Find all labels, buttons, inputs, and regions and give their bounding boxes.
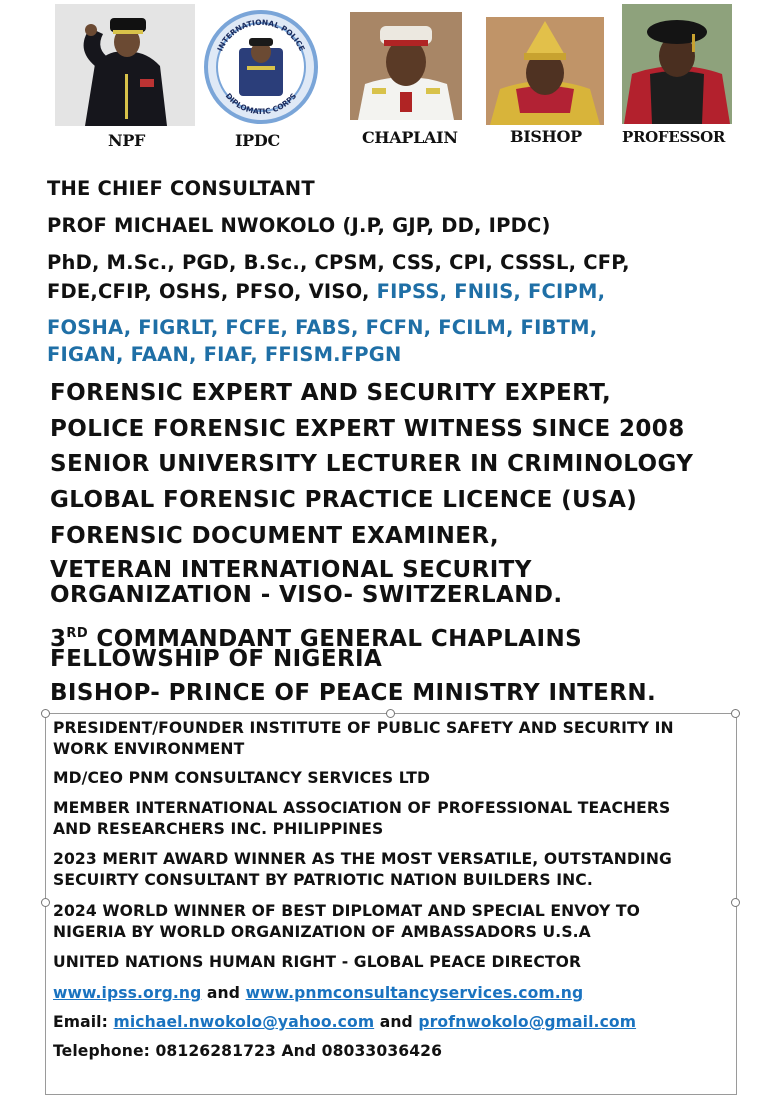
telephone-line bbox=[53, 1041, 442, 1062]
detail-diplomat-award-line-2: NIGERIA BY WORLD ORGANIZATION OF AMBASSADORS U.S.A bbox=[53, 923, 591, 941]
email-line bbox=[53, 1012, 636, 1033]
title-university-lecturer: SENIOR UNIVERSITY LECTURER IN CRIMINOLOGY bbox=[50, 451, 694, 477]
detail-merit-award-line-2: SECUIRTY CONSULTANT BY PATRIOTIC NATION BUILDERS INC. bbox=[53, 871, 593, 889]
title-document-examiner: FORENSIC DOCUMENT EXAMINER, bbox=[50, 523, 500, 549]
international-police-diplomatic-corps-seal bbox=[197, 10, 325, 125]
detail-member-line-1: MEMBER INTERNATIONAL ASSOCIATION OF PROFESSIONAL TEACHERS bbox=[53, 799, 671, 817]
detail-merit-award-line-1: 2023 MERIT AWARD WINNER AS THE MOST VERSATILE, OUTSTANDING bbox=[53, 850, 672, 868]
title-viso-line-1: VETERAN INTERNATIONAL SECURITY bbox=[50, 557, 532, 583]
bishop-photo bbox=[486, 17, 604, 125]
box-handle-top-left[interactable] bbox=[41, 709, 50, 718]
title-commandant-line-2: FELLOWSHIP OF NIGERIA bbox=[50, 646, 383, 672]
title-bishop: BISHOP- PRINCE OF PEACE MINISTRY INTERN. bbox=[50, 680, 657, 706]
consultant-name: PROF MICHAEL NWOKOLO (J.P, GJP, DD, IPDC) bbox=[47, 214, 551, 237]
chaplain-caption: CHAPLAIN bbox=[362, 128, 458, 147]
title-forensic-licence: GLOBAL FORENSIC PRACTICE LICENCE (USA) bbox=[50, 487, 638, 513]
npf-photo bbox=[55, 4, 195, 126]
svg-text:DIPLOMATIC CORPS: DIPLOMATIC CORPS bbox=[223, 91, 299, 117]
website-link-pnm[interactable]: www.pnmconsultancyservices.com.ng bbox=[245, 984, 584, 1002]
npf-caption: NPF bbox=[108, 131, 146, 150]
box-handle-middle-right[interactable] bbox=[731, 898, 740, 907]
qualifications-line-2-black: FDE,CFIP, OSHS, PFSO, VISO, bbox=[47, 280, 377, 303]
detail-president-line-1: PRESIDENT/FOUNDER INSTITUTE OF PUBLIC SAFETY AND SECURITY IN bbox=[53, 719, 674, 737]
police-officer-saluting-photo bbox=[55, 4, 195, 126]
qualifications-line-2 bbox=[47, 280, 605, 304]
detail-member-line-2: AND RESEARCHERS INC. PHILIPPINES bbox=[53, 820, 384, 838]
svg-text:INTERNATIONAL POLICE: INTERNATIONAL POLICE bbox=[215, 17, 307, 53]
qualifications-line-1: PhD, M.Sc., PGD, B.Sc., CPSM, CSS, CPI, CSSSL, CFP, bbox=[47, 251, 630, 274]
professor-photo bbox=[622, 4, 732, 124]
title-forensic-security-expert: FORENSIC EXPERT AND SECURITY EXPERT, bbox=[50, 380, 612, 406]
detail-md-ceo: MD/CEO PNM CONSULTANCY SERVICES LTD bbox=[53, 769, 431, 787]
photo-strip bbox=[0, 0, 769, 160]
professor-caption: PROFESSOR bbox=[622, 128, 726, 146]
ordinal-number: 3 bbox=[50, 626, 67, 652]
box-handle-middle-left[interactable] bbox=[41, 898, 50, 907]
detail-un-director: UNITED NATIONS HUMAN RIGHT - GLOBAL PEACE DIRECTOR bbox=[53, 953, 582, 971]
chief-consultant-title: THE CHIEF CONSULTANT bbox=[47, 177, 315, 200]
email-label: Email: bbox=[53, 1013, 114, 1031]
chaplain-uniform-portrait bbox=[350, 12, 462, 120]
title-viso-line-2: ORGANIZATION - VISO- SWITZERLAND. bbox=[50, 582, 563, 608]
box-handle-top-right[interactable] bbox=[731, 709, 740, 718]
professor-academic-gown-portrait bbox=[622, 4, 732, 124]
websites-line bbox=[53, 983, 583, 1004]
email-link-yahoo[interactable]: michael.nwokolo@yahoo.com bbox=[113, 1013, 375, 1031]
email-and: and bbox=[374, 1013, 419, 1031]
websites-and: and bbox=[201, 984, 246, 1002]
commandant-text: COMMANDANT GENERAL CHAPLAINS bbox=[88, 626, 583, 652]
ordinal-suffix: RD bbox=[66, 626, 89, 641]
telephone-numbers: 08126281723 And 08033036426 bbox=[155, 1042, 443, 1060]
ipdc-seal bbox=[197, 10, 325, 125]
qualifications-line-3: FOSHA, FIGRLT, FCFE, FABS, FCFN, FCILM, FIBTM, bbox=[47, 316, 598, 339]
title-police-forensic-witness: POLICE FORENSIC EXPERT WITNESS SINCE 2008 bbox=[50, 416, 685, 442]
detail-diplomat-award-line-1: 2024 WORLD WINNER OF BEST DIPLOMAT AND SPECIAL ENVOY TO bbox=[53, 902, 641, 920]
chaplain-photo bbox=[350, 12, 462, 120]
bishop-portrait bbox=[486, 17, 604, 125]
telephone-label: Telephone: bbox=[53, 1042, 156, 1060]
qualifications-line-4: FIGAN, FAAN, FIAF, FFISM.FPGN bbox=[47, 343, 402, 366]
ipdc-caption: IPDC bbox=[235, 131, 280, 150]
box-handle-top-middle[interactable] bbox=[386, 709, 395, 718]
detail-president-line-2: WORK ENVIRONMENT bbox=[53, 740, 245, 758]
qualifications-line-2-blue: FIPSS, FNIIS, FCIPM, bbox=[376, 280, 606, 303]
website-link-ipss[interactable]: www.ipss.org.ng bbox=[53, 984, 202, 1002]
email-link-gmail[interactable]: profnwokolo@gmail.com bbox=[418, 1013, 637, 1031]
bishop-caption: BISHOP bbox=[510, 127, 582, 146]
